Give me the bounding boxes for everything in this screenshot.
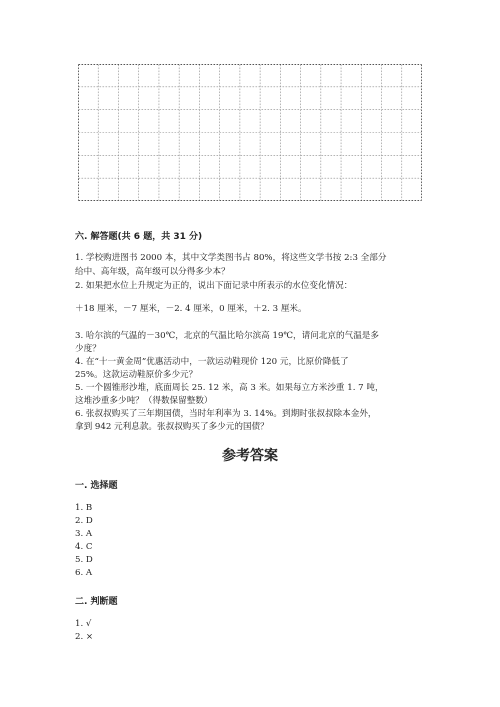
answer-item: 2. × bbox=[75, 632, 94, 642]
answer-item: 3. A bbox=[75, 529, 93, 539]
question-line: ＋18 厘米，－7 厘米，－2. 4 厘米，0 厘米，＋2. 3 厘米。 bbox=[75, 304, 307, 314]
question-line: 这堆沙重多少吨？（得数保留整数） bbox=[75, 396, 213, 406]
answer-item: 6. A bbox=[75, 568, 93, 578]
question-line: 5. 一个圆锥形沙堆，底面周长 25. 12 米，高 3 米。如果每立方米沙重 1. 7 吨， bbox=[75, 383, 384, 393]
question-line: 4. 在“十一黄金周”优惠活动中，一款运动鞋现价 120 元，比原价降低了 bbox=[75, 357, 349, 367]
part-two-title: 二. 判断题 bbox=[75, 597, 118, 607]
question-line: 拿到 942 元利息款。张叔叔购买了多少元的国债？ bbox=[75, 422, 269, 432]
part-one-title: 一. 选择题 bbox=[75, 481, 118, 491]
question-line: 3. 哈尔滨的气温的－30℃，北京的气温比哈尔滨高 19℃，请问北京的气温是多 bbox=[75, 331, 379, 341]
writing-grid bbox=[78, 64, 422, 201]
answer-item: 1. √ bbox=[75, 619, 92, 629]
question-line: 2. 如果把水位上升规定为正的，说出下面记录中所表示的水位变化情况： bbox=[75, 281, 353, 291]
question-line: 25%。这款运动鞋原价多少元？ bbox=[75, 370, 198, 380]
question-line: 6. 张叔叔购买了三年期国债，当时年利率为 3. 14%。到期时张叔叔除本金外， bbox=[75, 409, 377, 419]
answer-item: 2. D bbox=[75, 516, 93, 526]
answer-item: 5. D bbox=[75, 555, 93, 565]
answer-item: 1. B bbox=[75, 503, 93, 513]
section-six-title: 六. 解答题(共 6 题，共 31 分) bbox=[75, 232, 203, 242]
question-line: 1. 学校购进图书 2000 本，其中文学类图书占 80%，将这些文学书按 2:3 全部分 bbox=[75, 253, 387, 263]
question-line: 给中、高年级，高年级可以分得多少本？ bbox=[75, 267, 230, 277]
answer-item: 4. C bbox=[75, 542, 93, 552]
answer-key-title: 参考答案 bbox=[222, 448, 278, 464]
question-line: 少度？ bbox=[75, 344, 101, 354]
